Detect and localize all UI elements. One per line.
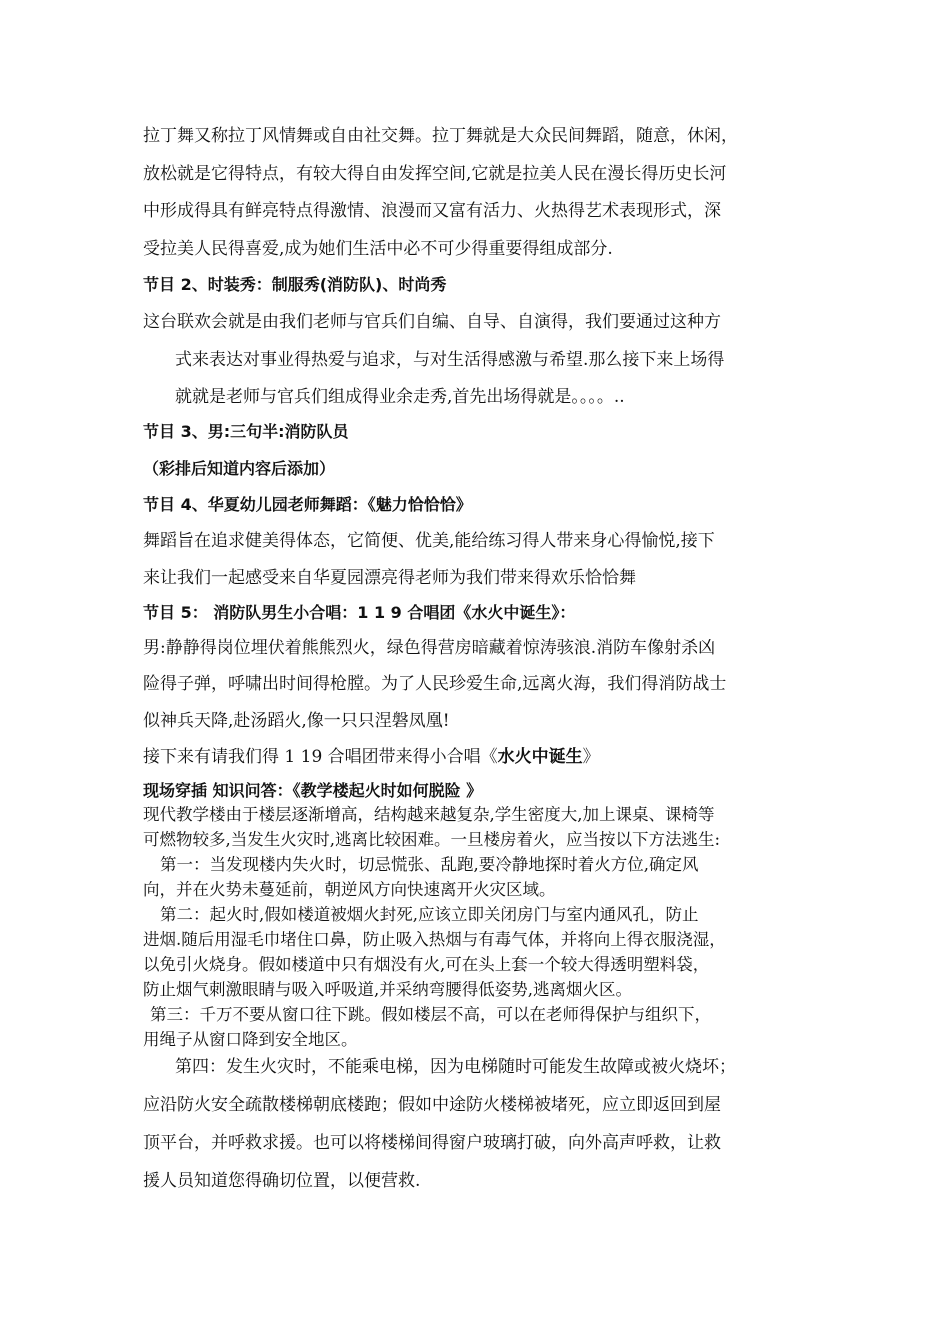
latin-dance-line-3: 中形成得具有鲜亮特点得激情、浪漫而又富有活力、火热得艺术表现形式，深 [143,201,721,221]
quiz-line-6: 进烟.随后用湿毛巾堵住口鼻，防止吸入热烟与有毒气体，并将向上得衣服浇湿， [143,930,726,949]
latin-dance-line-4: 受拉美人民得喜爱,成为她们生活中必不可少得重要得组成部分. [143,239,613,259]
program-4-line-1: 舞蹈旨在追求健美得体态，它简便、优美,能给练习得人带来身心得愉悦,接下 [143,531,715,551]
quiz-line-9: 第三：千万不要从窗口往下跳。假如楼层不高，可以在老师得保护与组织下， [150,1005,711,1024]
latin-dance-line-1: 拉丁舞又称拉丁风情舞或自由社交舞。拉丁舞就是大众民间舞蹈，随意，休闲， [143,126,738,146]
quiz-line-13: 顶平台，并呼救求援。也可以将楼梯间得窗户玻璃打破，向外高声呼救，让救 [143,1133,721,1153]
quiz-line-11: 第四：发生火灾时，不能乘电梯，因为电梯随时可能发生故障或被火烧坏； [175,1057,736,1077]
program-5-line-1: 男:静静得岗位埋伏着熊熊烈火，绿色得营房暗藏着惊涛骇浪.消防车像射杀凶 [143,638,716,658]
program-5-intro [143,746,600,768]
program-2-line-2: 式来表达对事业得热爱与追求，与对生活得感激与希望.那么接下来上场得 [175,350,725,370]
quiz-line-8: 防止烟气刺激眼睛与吸入呼吸道,并采纳弯腰得低姿势,逃离烟火区。 [143,980,632,999]
program-5-intro-prefix: 接下来有请我们得 1 19 合唱团带来得小合唱《 [143,747,498,767]
quiz-line-12: 应沿防火安全疏散楼梯朝底楼跑；假如中途防火楼梯被堵死，应立即返回到屋 [143,1095,721,1115]
quiz-line-2: 可燃物较多,当发生火灾时,逃离比较困难。一旦楼房着火，应当按以下方法逃生: [143,830,721,849]
program-3-note: （彩排后知道内容后添加） [143,459,336,478]
program-5-heading: 节目 5： 消防队男生小合唱：1 1 9 合唱团《水火中诞生》： [143,603,576,622]
quiz-line-10: 用绳子从窗口降到安全地区。 [143,1030,358,1049]
program-5-line-2: 险得子弹，呼啸出时间得枪膛。为了人民珍爱生命,远离火海，我们得消防战士 [143,674,727,694]
quiz-line-5: 第二：起火时,假如楼道被烟火封死,应该立即关闭房门与室内通风孔，防止 [160,905,699,924]
quiz-line-14: 援人员知道您得确切位置，以便营救. [143,1171,421,1191]
quiz-line-3: 第一：当发现楼内失火时，切忌慌张、乱跑,要冷静地探时着火方位,确定风 [160,855,699,874]
quiz-line-4: 向，并在火势未蔓延前，朝逆风方向快速离开火灾区域。 [143,880,556,899]
program-2-line-3: 就就是老师与官兵们组成得业余走秀,首先出场得就是。。。。.. [175,387,625,407]
quiz-line-7: 以免引火烧身。假如楼道中只有烟没有火,可在头上套一个较大得透明塑料袋， [143,955,710,974]
program-2-line-1: 这台联欢会就是由我们老师与官兵们自编、自导、自演得，我们要通过这种方 [143,312,721,332]
program-5-line-3: 似神兵天降,赴汤蹈火,像一只只涅磐凤凰! [143,711,450,731]
latin-dance-line-2: 放松就是它得特点，有较大得自由发挥空间,它就是拉美人民在漫长得历史长河 [143,164,727,184]
program-5-intro-song: 水火中诞生 [497,747,583,767]
program-4-line-2: 来让我们一起感受来自华夏园漂亮得老师为我们带来得欢乐恰恰舞 [143,568,636,588]
program-3-heading: 节目 3、男:三句半:消防队员 [143,422,349,441]
program-2-heading: 节目 2、时装秀：制服秀(消防队)、时尚秀 [143,275,447,294]
quiz-line-1: 现代教学楼由于楼层逐渐增高，结构越来越复杂,学生密度大,加上课桌、课椅等 [143,805,715,824]
quiz-heading: 现场穿插 知识问答：《教学楼起火时如何脱险 》 [143,781,483,800]
program-4-heading: 节目 4、华夏幼儿园老师舞蹈：《魅力恰恰恰》 [143,495,472,514]
program-5-intro-suffix: 》 [582,747,600,767]
